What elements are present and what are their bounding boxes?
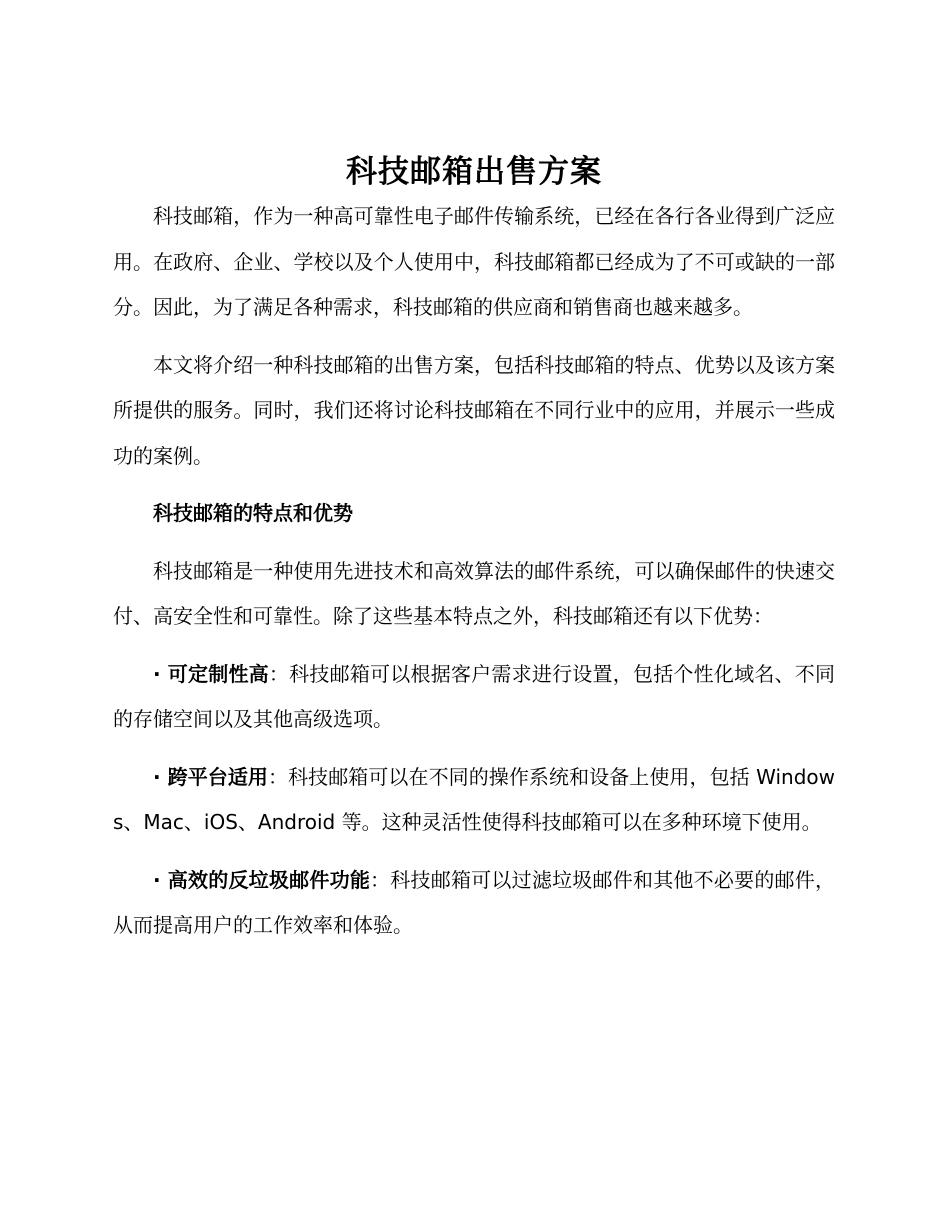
section-intro-paragraph: 科技邮箱是一种使用先进技术和高效算法的邮件系统，可以确保邮件的快速交付、高安全性和可靠性。除了这些基本特点之外，科技邮箱还有以下优势： bbox=[113, 558, 835, 628]
document-page bbox=[113, 150, 835, 949]
bullet-item-anti-spam bbox=[113, 858, 835, 949]
bullet-text: ：科技邮箱可以在不同的操作系统和设备上使用，包括 Windows、Mac、iOS、Android 等。这种灵活性使得科技邮箱可以在多种环境下使用。 bbox=[113, 764, 836, 834]
paragraph-gap bbox=[113, 640, 835, 652]
bullet-lead: · 可定制性高 bbox=[153, 661, 269, 686]
bullet-item-customizable bbox=[113, 652, 835, 743]
bullet-text: ：科技邮箱可以过滤垃圾邮件和其他不必要的邮件，从而提高用户的工作效率和体验。 bbox=[113, 867, 836, 937]
bullet-item-cross-platform bbox=[113, 755, 835, 846]
paragraph-gap bbox=[113, 743, 835, 755]
bullet-lead: · 跨平台适用 bbox=[153, 764, 268, 789]
paragraph-gap bbox=[113, 846, 835, 858]
bullet-text: ：科技邮箱可以根据客户需求进行设置，包括个性化域名、不同的存储空间以及其他高级选项。 bbox=[113, 661, 836, 731]
intro-paragraph-2: 本文将介绍一种科技邮箱的出售方案，包括科技邮箱的特点、优势以及该方案所提供的服务。同时，我们还将讨论科技邮箱在不同行业中的应用，并展示一些成功的案例。 bbox=[113, 352, 835, 468]
section-heading: 科技邮箱的特点和优势 bbox=[153, 501, 353, 525]
intro-paragraph-1: 科技邮箱，作为一种高可靠性电子邮件传输系统，已经在各行各业得到广泛应用。在政府、企业、学校以及个人使用中，科技邮箱都已经成为了不可或缺的一部分。因此，为了满足各种需求，科技邮箱的供应商和销售商也越来越多。 bbox=[113, 204, 835, 319]
bullet-lead: · 高效的反垃圾邮件功能 bbox=[153, 867, 371, 892]
document-title: 科技邮箱出售方案 bbox=[346, 154, 602, 190]
paragraph-gap bbox=[113, 331, 835, 343]
paragraph-gap bbox=[113, 537, 835, 549]
paragraph-gap bbox=[113, 479, 835, 491]
